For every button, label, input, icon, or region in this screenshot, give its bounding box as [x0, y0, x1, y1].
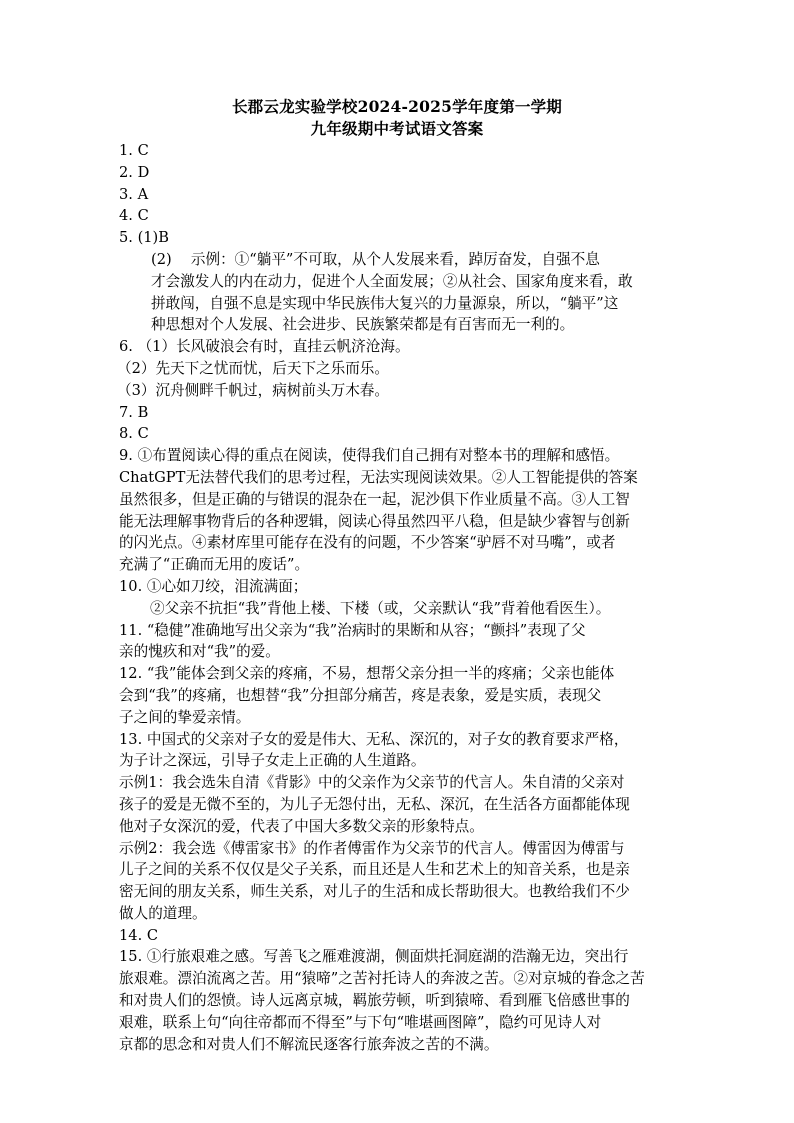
- answer-line: ChatGPT无法替代我们的思考过程，无法实现阅读效果。②人工智能提供的答案: [119, 468, 638, 486]
- answer-line: 3. A: [119, 185, 149, 203]
- answer-line: 艰难，联系上句“向往帝都而不得至”与下句“唯堪画图障”，隐约可见诗人对: [119, 1013, 602, 1031]
- answer-line: (2) 示例：①“躺平”不可取，从个人发展来看，踔厉奋发，自强不息: [151, 250, 600, 268]
- answer-line: 的闪光点。④素材库里可能存在没有的问题，不少答案“驴唇不对马嘴”，或者: [119, 534, 616, 552]
- answer-body: [119, 140, 679, 1055]
- answer-line: 示例1：我会选朱自清《背影》中的父亲作为父亲节的代言人。朱自清的父亲对: [119, 774, 625, 792]
- answer-line: 能无法理解事物背后的各种逻辑，阅读心得虽然四平八稳，但是缺少睿智与创新: [119, 512, 630, 530]
- page-subtitle: 九年级期中考试语文答案: [310, 119, 484, 138]
- answer-line: 才会激发人的内在动力，促进个人全面发展；②从社会、国家角度来看，敢: [151, 272, 633, 290]
- answer-line: （2）先天下之忧而忧，后天下之乐而乐。: [117, 359, 389, 377]
- answer-line: 儿子之间的关系不仅仅是父子关系，而且还是人生和艺术上的知音关系，也是亲: [119, 861, 630, 879]
- answer-line: 子之间的挚爱亲情。: [119, 708, 251, 726]
- page-title: 长郡云龙实验学校2024-2025学年度第一学期: [231, 97, 562, 116]
- answer-line: 为子计之深远，引导子女走上正确的人生道路。: [119, 752, 426, 770]
- answer-line: 1. C: [119, 142, 149, 159]
- answer-line: 4. C: [119, 207, 149, 225]
- answer-line: 他对子女深沉的爱，代表了中国大多数父亲的形象特点。: [119, 817, 484, 835]
- answer-line: 会到“我”的疼痛，也想替“我”分担部分痛苦，疼是表象，爱是实质，表现父: [119, 686, 602, 704]
- answer-line: 种思想对个人发展、社会进步、民族繁荣都是有百害而无一利的。: [151, 316, 575, 334]
- answer-line: 9. ①布置阅读心得的重点在阅读，使得我们自己拥有对整本书的理解和感悟。: [119, 447, 620, 465]
- answer-line: 密无间的朋友关系，师生关系，对儿子的生活和成长帮助很大。也教给我们不少: [119, 883, 630, 901]
- answer-line: 8. C: [119, 425, 149, 443]
- answer-line: 11. “稳健”准确地写出父亲为“我”治病时的果断和从容；“颤抖”表现了父: [119, 621, 586, 639]
- answer-line: 5. (1)B: [119, 229, 169, 247]
- answer-line: （3）沉舟侧畔千帆过，病树前头万木春。: [117, 381, 389, 399]
- answer-line: 2. D: [119, 163, 150, 181]
- answer-line: 10. ①心如刀绞，泪流满面；: [119, 577, 308, 595]
- answer-line: 示例2：我会选《傅雷家书》的作者傅雷作为父亲节的代言人。傅雷因为傅雷与: [119, 839, 625, 857]
- answer-line: 虽然很多，但是正确的与错误的混杂在一起，泥沙俱下作业质量不高。③人工智: [119, 490, 630, 508]
- answer-line: 12. “我”能体会到父亲的疼痛，不易，想帮父亲分担一半的疼痛；父亲也能体: [119, 665, 615, 683]
- answer-line: 14. C: [119, 926, 159, 944]
- answer-line: 13. 中国式的父亲对子女的爱是伟大、无私、深沉的，对子女的教育要求严格，: [119, 730, 629, 748]
- answer-line: 孩子的爱是无微不至的，为儿子无怨付出，无私、深沉，在生活各方面都能体现: [119, 795, 630, 813]
- answer-line: 旅艰难。漂泊流离之苦。用“猿啼”之苦衬托诗人的奔波之苦。②对京城的眷念之苦: [119, 970, 645, 988]
- answer-line: 做人的道理。: [119, 904, 207, 922]
- answer-line: 6. （1）长风破浪会有时，直挂云帆济沧海。: [119, 338, 410, 356]
- answer-line: 拼敢闯，自强不息是实现中华民族伟大复兴的力量源泉，所以，“躺平”这: [151, 294, 619, 312]
- answer-line: 京都的思念和对贵人们不解流民逐客行旅奔波之苦的不满。: [119, 1035, 499, 1053]
- answer-line: 15. ①行旅艰难之感。写善飞之雁难渡湖，侧面烘托洞庭湖的浩瀚无边，突出行: [119, 948, 629, 966]
- answer-line: 亲的愧疚和对“我”的爱。: [119, 643, 280, 661]
- answer-line: 7. B: [119, 403, 149, 421]
- answer-line: 充满了“正确而无用的废话”。: [119, 556, 310, 574]
- answer-line: ②父亲不抗拒“我”背他上楼、下楼（或，父亲默认“我”背着他看医生）。: [150, 599, 611, 617]
- answer-line: 和对贵人们的怨愤。诗人远离京城，羁旅劳顿，听到猿啼、看到雁飞倍感世事的: [119, 992, 630, 1010]
